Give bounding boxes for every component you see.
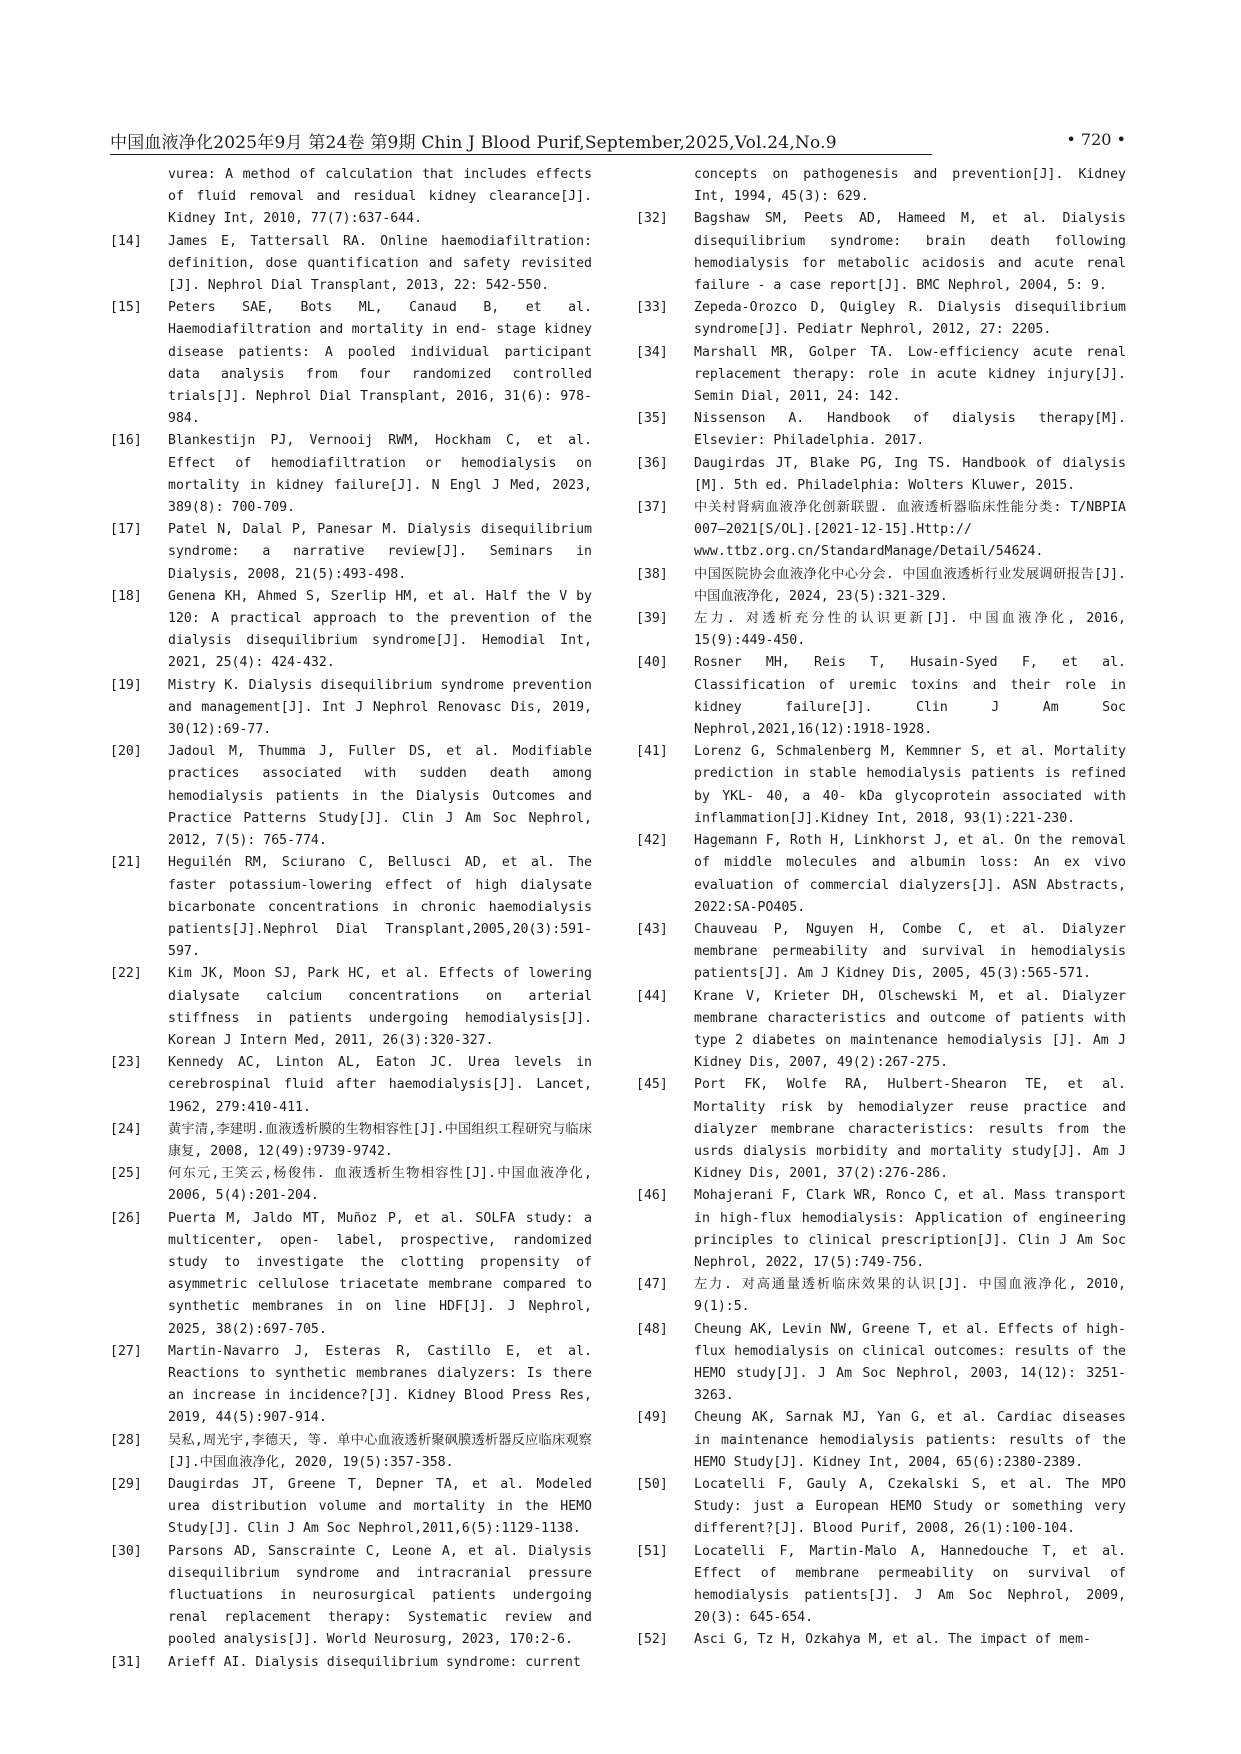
reference-continuation — [636, 164, 1126, 208]
reference-item — [636, 408, 1126, 452]
reference-item — [636, 208, 1126, 297]
reference-item — [110, 1119, 592, 1163]
reference-text: Puerta M, Jaldo MT, Muñoz P, et al. SOLFA study: a multicenter, open- label, prospective, randomized study to investigate the clotting propensity of asymmetric cellulose triacetate membrane compared to synthetic membranes in on line HDF[J]. J Nephrol, 2025, 38(2):697-705. — [168, 1210, 592, 1337]
reference-number: [49] — [636, 1410, 668, 1426]
reference-text: Cheung AK, Sarnak MJ, Yan G, et al. Cardiac diseases in maintenance hemodialysis patients: results of the HEMO Study[J]. Kidney Int, 2004, 65(6):2380-2389. — [694, 1410, 1126, 1470]
reference-text: Marshall MR, Golper TA. Low-efficiency acute renal replacement therapy: role in acute kidney injury[J]. Semin Dial, 2011, 24: 142. — [694, 344, 1126, 405]
reference-item — [110, 741, 592, 852]
reference-item — [110, 231, 592, 298]
reference-number: [46] — [636, 1188, 668, 1204]
reference-continuation — [110, 164, 592, 231]
reference-text: Daugirdas JT, Greene T, Depner TA, et al. Modeled urea distribution volume and mortality in the HEMO Study[J]. Clin J Am Soc Nephrol,2011,6(5):1129-1138. — [168, 1476, 592, 1537]
reference-number: [52] — [636, 1632, 668, 1648]
reference-text: Locatelli F, Gauly A, Czekalski S, et al. The MPO Study: just a European HEMO Study or something very different?[J]. Blood Purif, 2008, 26(1):100-104. — [694, 1476, 1126, 1537]
reference-item — [636, 986, 1126, 1075]
reference-text: Bagshaw SM, Peets AD, Hameed M, et al. Dialysis disequilibrium syndrome: brain death following hemodialysis for metabolic acidosis and acute renal failure - a case report[J]. BMC Nephrol, 2004, 5: 9. — [694, 211, 1126, 294]
reference-text: 中国医院协会血液净化中心分会. 中国血液透析行业发展调研报告[J]. 中国血液净化, 2024, 23(5):321-329. — [694, 566, 1126, 604]
reference-number: [30] — [110, 1543, 142, 1559]
reference-text: Chauveau P, Nguyen H, Combe C, et al. Dialyzer membrane permeability and survival in hemodialysis patients[J]. Am J Kidney Dis, 2005, 45(3):565-571. — [694, 921, 1126, 982]
reference-number: [41] — [636, 744, 668, 760]
reference-text: Lorenz G, Schmalenberg M, Kemmner S, et al. Mortality prediction in stable hemodialysis patients is refined by YKL- 40, a 40- kDa glycoprotein associated with inflammation[J].Kidney Int, 2018, 93(1):221-230. — [694, 744, 1126, 826]
reference-text: Parsons AD, Sanscrainte C, Leone A, et al. Dialysis disequilibrium syndrome and intracranial pressure fluctuations in neurosurgical patients undergoing renal replacement therapy: Systematic review and pooled analysis[J]. World Neurosurg, 2023, 170:2-6. — [168, 1543, 592, 1648]
reference-number: [37] — [636, 500, 668, 516]
reference-text: 何东元,王笑云,杨俊伟. 血液透析生物相容性[J].中国血液净化, 2006, 5(4):201-204. — [168, 1166, 592, 1204]
reference-number: [22] — [110, 966, 142, 982]
reference-number: [25] — [110, 1166, 142, 1182]
reference-number: [32] — [636, 211, 668, 227]
reference-item — [636, 1274, 1126, 1318]
reference-item — [636, 1541, 1126, 1630]
reference-column-left — [110, 164, 592, 1670]
header-rule — [110, 154, 932, 155]
reference-item — [636, 564, 1126, 608]
running-header — [110, 124, 1126, 154]
reference-item — [636, 741, 1126, 830]
reference-item — [110, 1341, 592, 1430]
reference-text: James E, Tattersall RA. Online haemodiafiltration: definition, dose quantification and safety revisited [J]. Nephrol Dial Transplant, 2013, 22: 542-550. — [168, 233, 592, 294]
reference-item — [636, 1319, 1126, 1408]
reference-text: 中关村肾病血液净化创新联盟. 血液透析器临床性能分类: T/NBPIA 007—2021[S/OL].[2021-12-15].Http:// www.ttbz.org.cn/StandardManage/Detail/54624. — [694, 500, 1126, 560]
reference-text: Nissenson A. Handbook of dialysis therapy[M]. Elsevier: Philadelphia. 2017. — [694, 411, 1126, 449]
reference-item — [110, 519, 592, 586]
reference-number: [44] — [636, 988, 668, 1004]
reference-text: Heguilén RM, Sciurano C, Bellusci AD, et al. The faster potassium-lowering effect of high dialysate bicarbonate concentrations in chronic haemodialysis patients[J].Nephrol Dial Transplant,2005,20(3):591-597. — [168, 855, 592, 960]
reference-number: [36] — [636, 455, 668, 471]
reference-text: Port FK, Wolfe RA, Hulbert-Shearon TE, et al. Mortality risk by hemodialyzer reuse practice and dialyzer membrane characteristics: results from the usrds dialysis morbidity and mortality study[J]. Am J Kidney Dis, 2001, 37(2):276-286. — [694, 1077, 1126, 1182]
reference-item — [636, 608, 1126, 652]
reference-number: [14] — [110, 233, 142, 249]
reference-number: [19] — [110, 677, 142, 693]
reference-text: 黄宇清,李建明.血液透析膜的生物相容性[J].中国组织工程研究与临床康复, 2008, 12(49):9739-9742. — [168, 1121, 592, 1159]
reference-column-right — [636, 164, 1126, 1648]
reference-text: Locatelli F, Martin-Malo A, Hannedouche T, et al. Effect of membrane permeability on survival of hemodialysis patients[J]. J Am Soc Nephrol, 2009, 20(3): 645-654. — [694, 1543, 1126, 1626]
reference-number: [24] — [110, 1121, 142, 1137]
reference-text: Hagemann F, Roth H, Linkhorst J, et al. On the removal of middle molecules and albumin loss: An ex vivo evaluation of commercial dialyzers[J]. ASN Abstracts, 2022:SA-PO405. — [694, 833, 1126, 915]
reference-text: Daugirdas JT, Blake PG, Ing TS. Handbook of dialysis [M]. 5th ed. Philadelphia: Wolters Kluwer, 2015. — [694, 455, 1126, 493]
reference-text: concepts on pathogenesis and prevention[J]. Kidney Int, 1994, 45(3): 629. — [694, 167, 1126, 205]
reference-number: [28] — [110, 1432, 142, 1448]
reference-number: [26] — [110, 1210, 142, 1226]
reference-text: Krane V, Krieter DH, Olschewski M, et al. Dialyzer membrane characteristics and outcome of patients with type 2 diabetes on maintenance hemodialysis [J]. Am J Kidney Dis, 2007, 49(2):267-275. — [694, 988, 1126, 1071]
reference-number: [50] — [636, 1476, 668, 1492]
reference-item — [110, 297, 592, 430]
reference-item — [110, 430, 592, 519]
reference-item — [636, 297, 1126, 341]
reference-number: [29] — [110, 1476, 142, 1492]
journal-citation: 中国血液净化2025年9月 第24卷 第9期 Chin J Blood Purif,September,2025,Vol.24,No.9 — [110, 133, 837, 153]
reference-text: Asci G, Tz H, Ozkahya M, et al. The impact of mem- — [694, 1632, 1091, 1648]
reference-number: [42] — [636, 833, 668, 849]
reference-item — [110, 1208, 592, 1341]
reference-number: [51] — [636, 1543, 668, 1559]
reference-text: Kim JK, Moon SJ, Park HC, et al. Effects of lowering dialysate calcium concentrations on arterial stiffness in patients undergoing hemodialysis[J]. Korean J Intern Med, 2011, 26(3):320-327. — [168, 966, 592, 1048]
reference-item — [636, 652, 1126, 741]
reference-number: [17] — [110, 522, 142, 538]
reference-number: [15] — [110, 300, 142, 316]
reference-number: [38] — [636, 566, 668, 582]
reference-item — [636, 830, 1126, 919]
reference-text: Mistry K. Dialysis disequilibrium syndrome prevention and management[J]. Int J Nephrol Renovasc Dis, 2019, 30(12):69-77. — [168, 677, 592, 738]
reference-text: Cheung AK, Levin NW, Greene T, et al. Effects of high-flux hemodialysis on clinical outcomes: results of the HEMO study[J]. J Am Soc Nephrol, 2003, 14(12): 3251-3263. — [694, 1321, 1126, 1404]
reference-text: 左力. 对透析充分性的认识更新[J]. 中国血液净化, 2016, 15(9):449-450. — [694, 611, 1126, 649]
reference-text: Mohajerani F, Clark WR, Ronco C, et al. Mass transport in high-flux hemodialysis: Application of engineering principles to clinical prescription[J]. Clin J Am Soc Nephrol, 2022, 17(5):749-756. — [694, 1188, 1126, 1270]
reference-item — [110, 1052, 592, 1119]
reference-text: 左力. 对高通量透析临床效果的认识[J]. 中国血液净化, 2010, 9(1):5. — [694, 1277, 1126, 1315]
reference-item — [110, 1163, 592, 1207]
reference-text: Genena KH, Ahmed S, Szerlip HM, et al. Half the V by 120: A practical approach to the prevention of the dialysis disequilibrium syndrome[J]. Hemodial Int, 2021, 25(4): 424-432. — [168, 588, 592, 671]
reference-item — [110, 1430, 592, 1474]
reference-text: vurea: A method of calculation that includes effects of fluid removal and residual kidney clearance[J]. Kidney Int, 2010, 77(7):637-644. — [168, 167, 592, 227]
reference-item — [636, 1185, 1126, 1274]
reference-text: Patel N, Dalal P, Panesar M. Dialysis disequilibrium syndrome: a narrative review[J]. Seminars in Dialysis, 2008, 21(5):493-498. — [168, 522, 592, 582]
reference-number: [31] — [110, 1654, 142, 1670]
reference-number: [39] — [636, 611, 668, 627]
reference-number: [20] — [110, 744, 142, 760]
reference-number: [23] — [110, 1055, 142, 1071]
reference-item — [636, 497, 1126, 564]
reference-item — [110, 1652, 592, 1674]
reference-number: [47] — [636, 1277, 668, 1293]
reference-number: [48] — [636, 1321, 668, 1337]
reference-item — [636, 919, 1126, 986]
reference-text: Zepeda-Orozco D, Quigley R. Dialysis disequilibrium syndrome[J]. Pediatr Nephrol, 2012, 27: 2205. — [694, 300, 1126, 338]
reference-text: Arieff AI. Dialysis disequilibrium syndrome: current — [168, 1654, 581, 1670]
reference-number: [33] — [636, 300, 668, 316]
reference-item — [110, 1541, 592, 1652]
reference-item — [110, 675, 592, 742]
reference-item — [110, 852, 592, 963]
reference-text: Rosner MH, Reis T, Husain-Syed F, et al. Classification of uremic toxins and their role in kidney failure[J]. Clin J Am Soc Nephrol,2021,16(12):1918-1928. — [694, 655, 1126, 738]
reference-text: Peters SAE, Bots ML, Canaud B, et al. Haemodiafiltration and mortality in end- stage kidney disease patients: A pooled individual participant data analysis from four randomized controlled trials[J]. Nephrol Dial Transplant, 2016, 31(6): 978-984. — [168, 300, 592, 427]
reference-text: Jadoul M, Thumma J, Fuller DS, et al. Modifiable practices associated with sudden death among hemodialysis patients in the Dialysis Outcomes and Practice Patterns Study[J]. Clin J Am Soc Nephrol, 2012, 7(5): 765-774. — [168, 744, 592, 849]
reference-item — [110, 1474, 592, 1541]
reference-item — [636, 1074, 1126, 1185]
reference-item — [636, 342, 1126, 409]
reference-item — [636, 1629, 1126, 1651]
reference-item — [636, 1474, 1126, 1541]
reference-text: Kennedy AC, Linton AL, Eaton JC. Urea levels in cerebrospinal fluid after haemodialysis[J]. Lancet, 1962, 279:410-411. — [168, 1055, 592, 1115]
reference-number: [27] — [110, 1343, 142, 1359]
reference-number: [21] — [110, 855, 142, 871]
reference-number: [16] — [110, 433, 142, 449]
reference-number: [35] — [636, 411, 668, 427]
reference-number: [40] — [636, 655, 668, 671]
reference-number: [45] — [636, 1077, 668, 1093]
reference-number: [18] — [110, 588, 142, 604]
reference-text: Martin-Navarro J, Esteras R, Castillo E, et al. Reactions to synthetic membranes dialyzers: Is there an increase in incidence?[J]. Kidney Blood Press Res, 2019, 44(5):907-914. — [168, 1343, 592, 1426]
reference-number: [43] — [636, 921, 668, 937]
reference-text: 吴私,周光宇,李德天, 等. 单中心血液透析聚砜膜透析器反应临床观察[J].中国血液净化, 2020, 19(5):357-358. — [168, 1432, 592, 1470]
reference-item — [636, 1407, 1126, 1474]
reference-item — [636, 453, 1126, 497]
reference-text: Blankestijn PJ, Vernooij RWM, Hockham C, et al. Effect of hemodiafiltration or hemodialysis on mortality in kidney failure[J]. N Engl J Med, 2023, 389(8): 700-709. — [168, 433, 592, 516]
reference-number: [34] — [636, 344, 668, 360]
page-number: • 720 • — [1066, 130, 1126, 149]
reference-item — [110, 586, 592, 675]
reference-item — [110, 963, 592, 1052]
